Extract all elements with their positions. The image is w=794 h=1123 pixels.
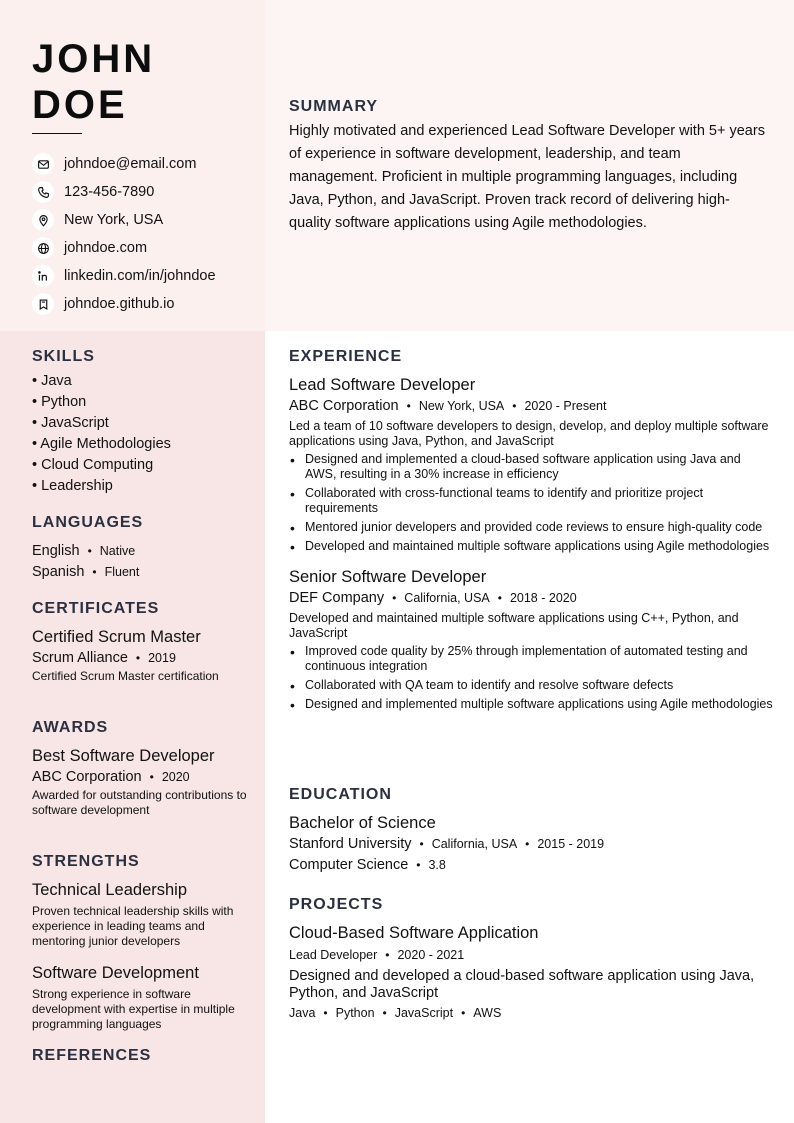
job-bullet: • Collaborated with cross-functional teams to identify and prioritize project requirements bbox=[289, 486, 774, 516]
contact-list bbox=[32, 150, 216, 318]
job-item bbox=[289, 566, 774, 712]
skill-item: • Leadership bbox=[32, 478, 113, 494]
project-tag: Python bbox=[335, 1006, 375, 1020]
job-bullet: • Developed and maintained multiple software applications using Agile methodologies bbox=[289, 539, 774, 554]
candidate-name bbox=[32, 36, 155, 128]
job-description: Developed and maintained multiple software applications using C++, Python, and JavaScript bbox=[289, 611, 739, 640]
project-tag: Java bbox=[289, 1006, 316, 1020]
project-dates: 2020 - 2021 bbox=[397, 948, 465, 962]
contact-phone[interactable] bbox=[32, 178, 216, 206]
projects-section bbox=[289, 896, 774, 1023]
contact-email[interactable] bbox=[32, 150, 216, 178]
project-item bbox=[289, 922, 774, 1023]
certificate-issuer: Scrum Alliance bbox=[32, 650, 128, 666]
award-item bbox=[32, 745, 247, 818]
phone-icon bbox=[32, 181, 54, 203]
job-item bbox=[289, 374, 774, 554]
education-section bbox=[289, 786, 774, 876]
separator-dot: • bbox=[92, 565, 97, 579]
education-title: EDUCATION bbox=[289, 786, 392, 803]
separator-dot: • bbox=[323, 1006, 328, 1020]
name-divider bbox=[32, 133, 82, 134]
skills-list bbox=[32, 371, 247, 497]
education-field: Computer Science bbox=[289, 857, 409, 873]
contact-github-text: johndoe.github.io bbox=[64, 296, 175, 312]
separator-dot: • bbox=[135, 651, 141, 665]
job-company: DEF Company bbox=[289, 590, 385, 606]
linkedin-icon bbox=[32, 265, 54, 287]
certificate-name: Certified Scrum Master bbox=[32, 628, 201, 646]
education-gpa: 3.8 bbox=[428, 858, 446, 872]
github-icon bbox=[32, 293, 54, 315]
award-issuer: ABC Corporation bbox=[32, 769, 142, 785]
certificate-year: 2019 bbox=[148, 651, 176, 665]
job-meta bbox=[289, 588, 774, 609]
project-meta bbox=[289, 945, 774, 965]
language-item bbox=[32, 562, 247, 583]
project-tags bbox=[289, 1003, 774, 1023]
job-title: Lead Software Developer bbox=[289, 376, 476, 394]
separator-dot: • bbox=[461, 1006, 466, 1020]
summary-title: SUMMARY bbox=[289, 98, 379, 115]
project-name: Cloud-Based Software Application bbox=[289, 924, 539, 942]
job-bullets bbox=[289, 452, 774, 554]
certificate-description: Certified Scrum Master certification bbox=[32, 669, 219, 683]
strength-item bbox=[32, 962, 247, 1032]
separator-dot: • bbox=[385, 948, 390, 962]
last-name: DOE bbox=[32, 83, 128, 127]
separator-dot: • bbox=[416, 858, 421, 872]
job-location: New York, USA bbox=[418, 399, 505, 413]
award-year: 2020 bbox=[161, 770, 190, 784]
award-name: Best Software Developer bbox=[32, 747, 215, 765]
references-title: REFERENCES bbox=[32, 1047, 152, 1064]
strength-description: Strong experience in software development with expertise in multiple programming languages bbox=[32, 987, 235, 1031]
job-bullet: • Improved code quality by 25% through implementation of automated testing and continuous integration bbox=[289, 644, 774, 674]
contact-location bbox=[32, 206, 216, 234]
separator-dot: • bbox=[525, 837, 530, 851]
language-item bbox=[32, 541, 247, 562]
language-name: English bbox=[32, 543, 80, 559]
education-item bbox=[289, 812, 774, 876]
education-school: Stanford University bbox=[289, 836, 412, 852]
separator-dot: • bbox=[512, 399, 517, 413]
separator-dot: • bbox=[419, 837, 424, 851]
contact-email-text: johndoe@email.com bbox=[64, 156, 197, 172]
education-location: California, USA bbox=[431, 837, 518, 851]
job-bullet: • Collaborated with QA team to identify and resolve software defects bbox=[289, 678, 774, 693]
job-description: Led a team of 10 software developers to design, develop, and deploy multiple software applications using Java, Python, and JavaScript bbox=[289, 419, 769, 448]
job-bullets bbox=[289, 644, 774, 712]
separator-dot: • bbox=[406, 399, 411, 413]
project-tag: AWS bbox=[473, 1006, 502, 1020]
education-degree: Bachelor of Science bbox=[289, 814, 436, 832]
strengths-title: STRENGTHS bbox=[32, 853, 140, 870]
strengths-section bbox=[32, 853, 247, 1032]
education-meta bbox=[289, 834, 774, 855]
contact-linkedin-text: linkedin.com/in/johndoe bbox=[64, 268, 216, 284]
globe-icon bbox=[32, 237, 54, 259]
language-level: Fluent bbox=[104, 565, 140, 579]
award-meta bbox=[32, 767, 247, 787]
mail-icon bbox=[32, 153, 54, 175]
contact-github[interactable] bbox=[32, 290, 216, 318]
skill-item: • Agile Methodologies bbox=[32, 436, 171, 452]
contact-website-text: johndoe.com bbox=[64, 240, 148, 256]
language-name: Spanish bbox=[32, 564, 85, 580]
skill-item: • Java bbox=[32, 373, 72, 389]
skill-item: • Cloud Computing bbox=[32, 457, 154, 473]
project-tag: JavaScript bbox=[394, 1006, 454, 1020]
location-pin-icon bbox=[32, 209, 54, 231]
summary-section bbox=[289, 98, 769, 235]
strength-name: Software Development bbox=[32, 964, 199, 982]
job-bullet: • Mentored junior developers and provided code reviews to ensure high-quality code bbox=[289, 520, 774, 535]
contact-website[interactable] bbox=[32, 234, 216, 262]
job-location: California, USA bbox=[404, 591, 490, 605]
job-bullet: • Designed and implemented multiple software applications using Agile methodologies bbox=[289, 697, 774, 712]
projects-title: PROJECTS bbox=[289, 896, 384, 913]
experience-section bbox=[289, 348, 774, 716]
languages-title: LANGUAGES bbox=[32, 514, 144, 531]
job-title: Senior Software Developer bbox=[289, 568, 487, 586]
job-dates: 2018 - 2020 bbox=[509, 591, 577, 605]
skills-title: SKILLS bbox=[32, 348, 95, 365]
award-description: Awarded for outstanding contributions to software development bbox=[32, 788, 247, 817]
education-dates: 2015 - 2019 bbox=[537, 837, 605, 851]
separator-dot: • bbox=[497, 591, 502, 605]
skills-section bbox=[32, 348, 247, 497]
separator-dot: • bbox=[87, 544, 92, 558]
job-dates: 2020 - Present bbox=[524, 399, 607, 413]
separator-dot: • bbox=[382, 1006, 387, 1020]
references-section bbox=[32, 1047, 247, 1065]
strength-description: Proven technical leadership skills with experience in leading teams and mentoring junior developers bbox=[32, 904, 234, 948]
separator-dot: • bbox=[149, 770, 154, 784]
project-description: Designed and developed a cloud-based software application using Java, Python, and JavaScript bbox=[289, 968, 755, 1001]
project-role: Lead Developer bbox=[289, 948, 378, 962]
contact-linkedin[interactable] bbox=[32, 262, 216, 290]
awards-title: AWARDS bbox=[32, 719, 109, 736]
contact-location-text: New York, USA bbox=[64, 212, 164, 228]
experience-title: EXPERIENCE bbox=[289, 348, 403, 365]
summary-text: Highly motivated and experienced Lead Software Developer with 5+ years of experience in software development, leadership, and team management. Proficient in multiple programming languages, including Java, Python, and JavaScript. Proven track record of delivering high-quality software applications using Agile methodologies. bbox=[289, 123, 765, 231]
education-field-row bbox=[289, 855, 774, 876]
first-name: JOHN bbox=[32, 37, 156, 81]
certificates-section bbox=[32, 600, 247, 684]
contact-phone-text: 123-456-7890 bbox=[64, 184, 155, 200]
strength-name: Technical Leadership bbox=[32, 881, 188, 899]
certificates-title: CERTIFICATES bbox=[32, 600, 160, 617]
job-meta bbox=[289, 396, 774, 417]
skill-item: • Python bbox=[32, 394, 87, 410]
awards-section bbox=[32, 719, 247, 818]
languages-section bbox=[32, 514, 247, 583]
language-level: Native bbox=[99, 544, 136, 558]
job-company: ABC Corporation bbox=[289, 398, 399, 414]
certificate-item bbox=[32, 626, 247, 684]
skill-item: • JavaScript bbox=[32, 415, 109, 431]
certificate-meta bbox=[32, 648, 247, 668]
separator-dot: • bbox=[392, 591, 397, 605]
job-bullet: • Designed and implemented a cloud-based software application using Java and AWS, resulting in a 30% increase in efficiency bbox=[289, 452, 774, 482]
strength-item bbox=[32, 879, 247, 949]
